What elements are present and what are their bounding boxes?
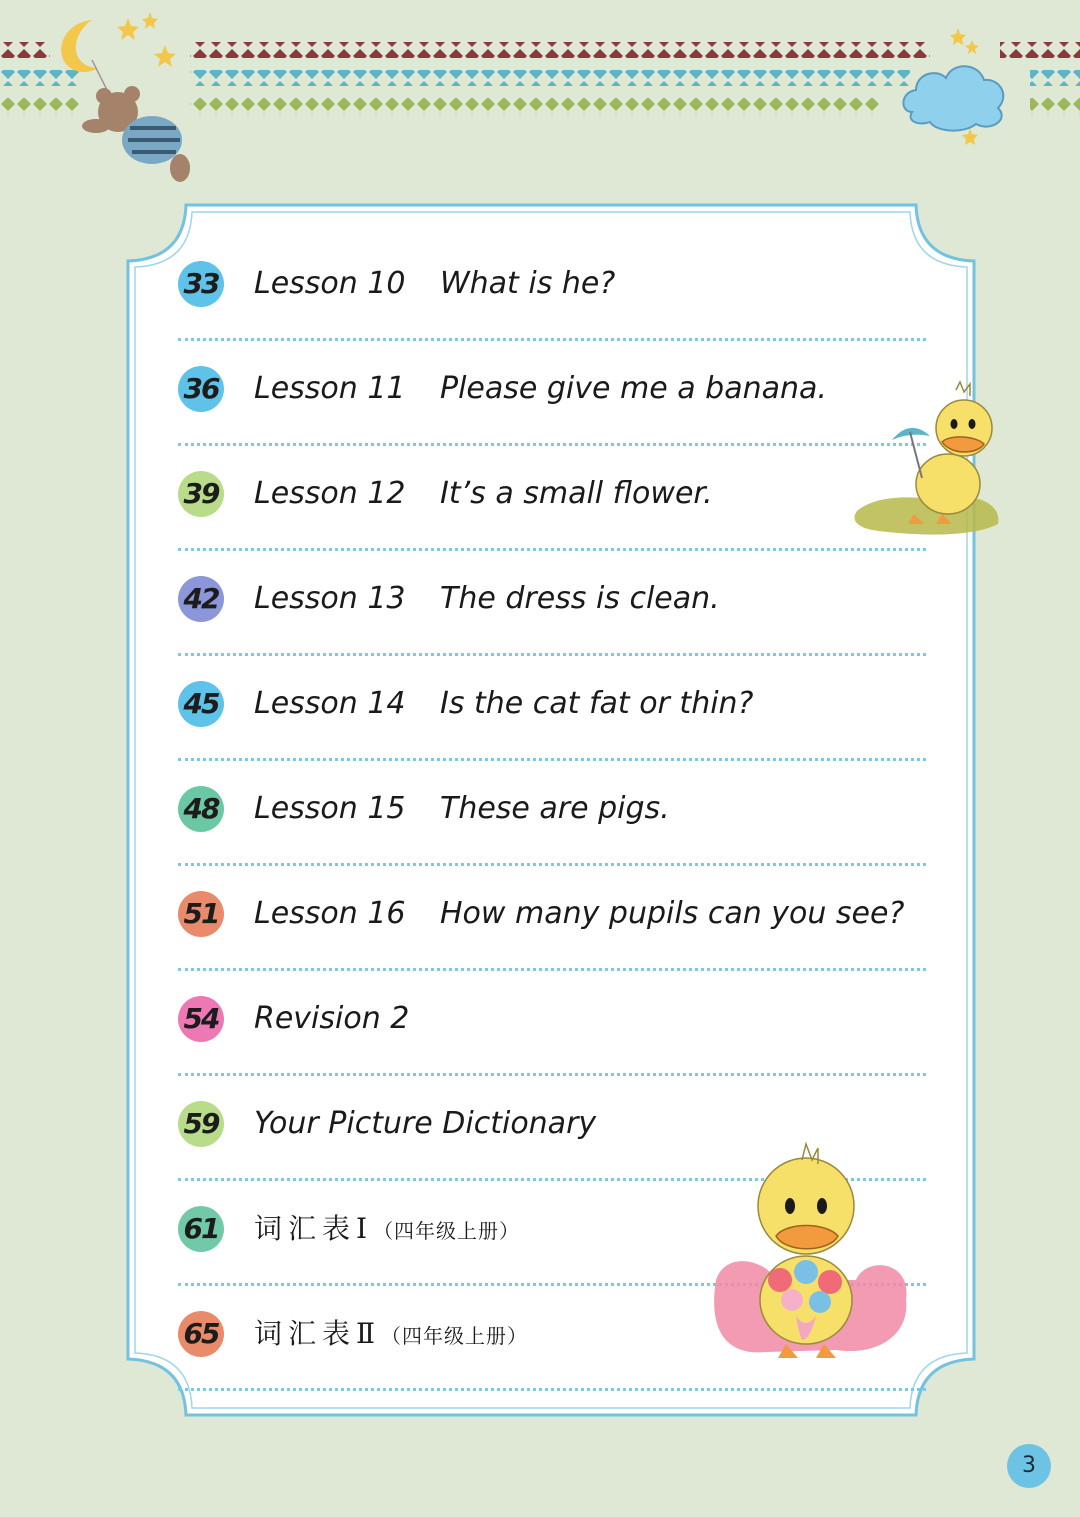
lesson-label: Lesson 10 bbox=[254, 266, 406, 301]
dotted-rule bbox=[178, 758, 926, 761]
page-badge: 42 bbox=[178, 576, 224, 622]
lesson-label: Revision 2 bbox=[254, 1001, 410, 1036]
dotted-rule bbox=[178, 968, 926, 971]
page-badge: 36 bbox=[178, 366, 224, 412]
toc-entry[interactable] bbox=[178, 447, 926, 551]
page-badge: 33 bbox=[178, 261, 224, 307]
vocabulary-label bbox=[254, 1206, 520, 1254]
page-badge: 51 bbox=[178, 891, 224, 937]
page-badge: 48 bbox=[178, 786, 224, 832]
dotted-rule bbox=[178, 548, 926, 551]
page-badge: 54 bbox=[178, 996, 224, 1042]
lesson-label: Lesson 15 bbox=[254, 791, 406, 826]
dotted-rule bbox=[178, 1388, 926, 1391]
page-badge: 59 bbox=[178, 1101, 224, 1147]
page-badge: 45 bbox=[178, 681, 224, 727]
lesson-title: These are pigs. bbox=[440, 791, 670, 826]
page-badge: 65 bbox=[178, 1311, 224, 1357]
page-badge: 39 bbox=[178, 471, 224, 517]
vocabulary-label bbox=[254, 1311, 528, 1359]
toc-entry[interactable] bbox=[178, 762, 926, 866]
lesson-label: Lesson 14 bbox=[254, 686, 406, 721]
lesson-title: What is he? bbox=[440, 266, 616, 301]
bear-on-moon-icon bbox=[61, 12, 190, 182]
page-number: 3 bbox=[1007, 1444, 1051, 1488]
toc-entry[interactable] bbox=[178, 342, 926, 446]
lesson-title: Is the cat fat or thin? bbox=[440, 686, 754, 721]
duck-with-flowers-icon bbox=[706, 1130, 916, 1370]
dotted-rule bbox=[178, 653, 926, 656]
toc-entry[interactable] bbox=[178, 552, 926, 656]
top-border-decoration bbox=[0, 0, 1080, 200]
lesson-label: Lesson 13 bbox=[254, 581, 406, 616]
toc-entry[interactable] bbox=[178, 657, 926, 761]
duck-with-umbrella-icon bbox=[852, 380, 1004, 542]
vocabulary-title: 词汇表Ⅱ bbox=[254, 1317, 382, 1350]
dotted-rule bbox=[178, 443, 926, 446]
lesson-label: Lesson 11 bbox=[254, 371, 406, 406]
toc-entry[interactable] bbox=[178, 237, 926, 341]
vocabulary-title: 词汇表Ⅰ bbox=[254, 1212, 374, 1245]
lesson-label: Lesson 16 bbox=[254, 896, 406, 931]
lesson-label: Your Picture Dictionary bbox=[254, 1106, 597, 1141]
toc-entry[interactable] bbox=[178, 972, 926, 1076]
toc-entry[interactable] bbox=[178, 867, 926, 971]
page-badge: 61 bbox=[178, 1206, 224, 1252]
vocabulary-subtitle: （四年级上册） bbox=[373, 1219, 521, 1243]
lesson-title: The dress is clean. bbox=[440, 581, 720, 616]
dotted-rule bbox=[178, 863, 926, 866]
dotted-rule bbox=[178, 1073, 926, 1076]
lesson-title: How many pupils can you see? bbox=[440, 896, 905, 931]
lesson-label: Lesson 12 bbox=[254, 476, 406, 511]
lesson-title: Please give me a banana. bbox=[440, 371, 827, 406]
lesson-title: It’s a small flower. bbox=[440, 476, 713, 511]
vocabulary-subtitle: （四年级上册） bbox=[381, 1324, 529, 1348]
dotted-rule bbox=[178, 338, 926, 341]
